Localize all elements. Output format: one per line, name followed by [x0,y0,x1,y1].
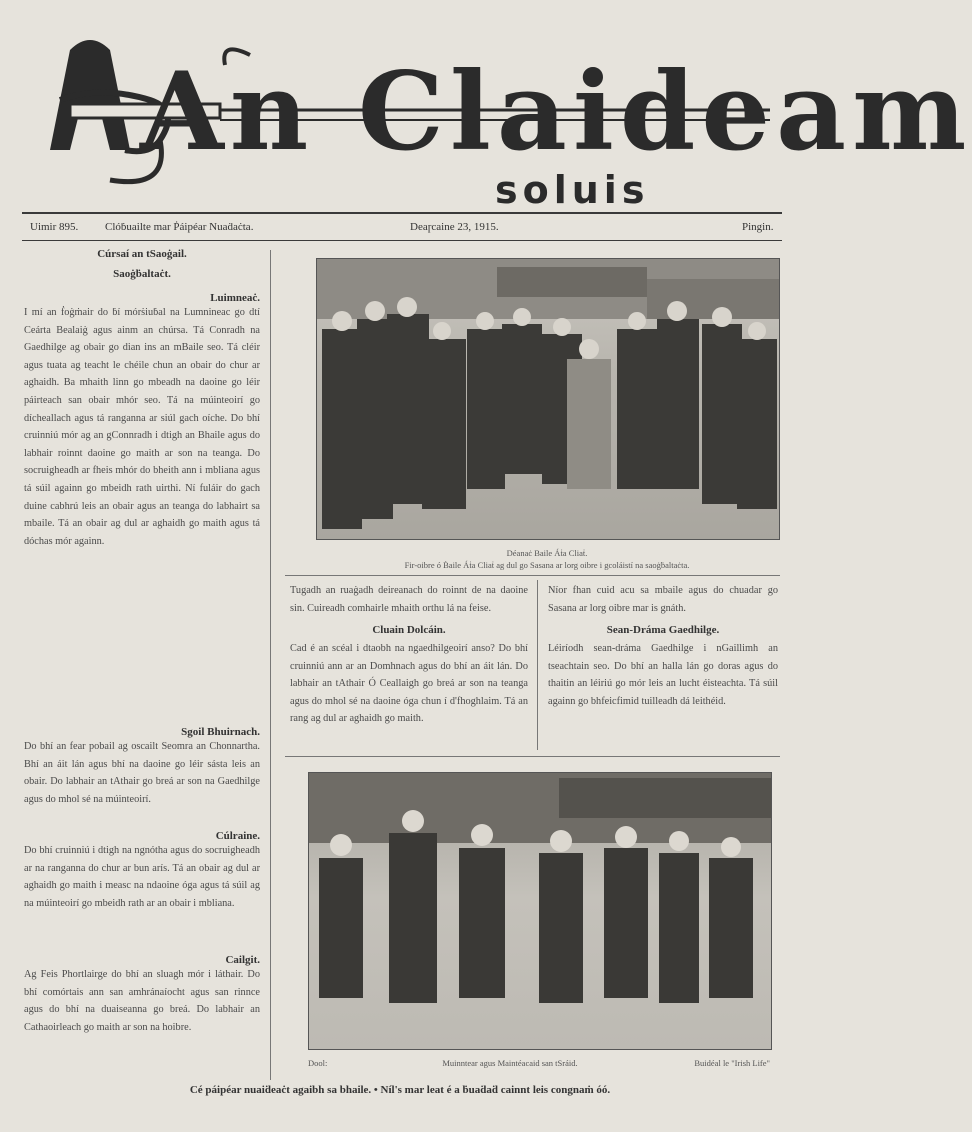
left-column [24,246,260,1076]
issue-date: Deaɼcaine 23, 1915. [410,221,499,233]
column-heading: Cluain Dolcáin. [372,624,446,636]
column-intro: Níor fhan cuid acu sa mbaile agus do chuadar go Sasana ar lorg oibre mar is gnáth. [548,585,778,614]
info-bar [30,218,780,238]
crowd-illustration-top [317,259,779,539]
block-text: Do bhí cruinniú i dtigh na ngnótha agus do socruigheadh ar na ranganna do chur ar bun arís. Tá an obair ag dul ar aghaidh go maith i measc na ndaoine óga agus tá súil ag na múinteoirí go mbeidh rath ar an obair i mbliana. [24,845,260,909]
footer-slogan: Cé páipéar nuaiḋeaċt agaibh sa bhaile. • Níl's mar leat é a ḃuaḋaḋ cainnt leis congnaṁ óó. [189,1084,611,1096]
masthead-title: An Claideam [140,49,972,175]
column-text: Léiríodh sean-dráma Gaedhilge i nGaillimh an tseachtain seo. Do bhí an halla lán go doras agus do thaitin an léiriú go mór leis an lucht éisteachta. Tá súil againn go bhfeicfimid tuilleadh dá leithéid. [548,643,778,707]
column-text: Cad é an scéal i dtaobh na ngaedhilgeoirí anso? Do bhí cruinniú ann ar an Domhnach agus do bhí an áit lán. Do labhair an tAthair Ó Ceallaigh go breá ar son na teanga agus do mhol sé na daoine óga chun í d'fhoghlaim. Tá an rang ag dul ar aghaidh go maith. [290,643,528,725]
block-text: I mí an ḟoġṁair do ḃí mórṡiuḃal na Lumnineac go dtí Ceárta Bealaiġ agus ainm an chúrsa. Tá Conradh na Gaedhilge ag obair go dian ins an mBaile seo. Tá cléir agus tuata ag teacht le chéile chun an obair do chur ar aghaidh. Ba mhaith linn go mbeadh na daoine go léir páirteach san obair mhór seo. Tá na múinteoirí go dícheallach agus tá ranganna ar siúl gach oíche. Do bhí cruinniú mór ag an gConnradh i dtigh an Bhaile agus do labhair roinnt daoine go maith ar son na teanga. Do socruigheadh ar fheis mhór do bheith ann i mbliana agus tá súil againn go mbeidh rath uirthi. Ní fuláir do gach duine cabhrú leis an obair agus an teanga do labhairt sa mbaile. Tá an obair ag dul ar aghaidh go maith agus tá dóchas mór againn. [24,307,260,547]
photo-top-subcaption: Fir-oibre ó Ḃaile Áṫa Cliaṫ ag dul go Sasana ar lorg oibre i gcoláistí na saoġḃaltaċta. [404,560,690,570]
middle-band-bottom-rule [285,756,780,757]
block-heading: Sgoil Bhuirnach. [181,726,260,738]
top-rule [22,212,782,214]
price: Pingin. [742,221,774,233]
block-heading: Luimneaċ. [210,292,260,304]
column-divider [270,250,271,1080]
middle-column-2 [548,582,778,752]
column-heading: Sean-Dráma Gaedhilge. [606,624,720,636]
block-heading: Cúlraine. [215,830,260,842]
middle-band-divider [537,580,538,750]
photo-top-caption: Déanaċ Baile Áṫa Cliaṫ. [506,548,588,558]
section-subtitle: Saoġḃaltaċt. [113,268,171,280]
block-text: Do bhí an fear pobail ag oscailt Seomra an Chonnartha. Bhí an áit lán agus bhí na daoine go léir sásta leis an obair. Do labhair an tAthair go breá ar son na Gaedhilge agus do mhol sé na múinteoirí. [24,741,260,805]
masthead-subtitle: soluis [495,168,650,212]
block-heading: Cailgit. [225,954,260,966]
photo-bottom [308,772,772,1050]
issue-number: Uimir 895. [30,221,79,233]
masthead [30,30,972,212]
middle-column-1 [290,582,528,752]
middle-band-top-rule [285,575,780,576]
section-title: Cúrsaí an tSaoġail. [97,248,187,260]
photo-bottom-caption-left: Dool: [308,1058,328,1068]
bottom-rule [22,240,782,241]
publisher-note: Clóḃuailte mar Ṗáipéar Nuaḋaċta. [105,221,254,233]
block-text: Ag Feis Phortlairge do bhí an sluagh mór i láthair. Do bhí comórtais ann san amhránaíocht agus san rinnce agus do bhí na duaiseanna go breá. Do labhair an Cathaoirleach go maith ar son na hoibre. [24,969,260,1033]
column-intro: Tugadh an ruaġadh deireanach do roinnt de na daoine sin. Cuireadh comhairle mhaith orthu lá na feise. [290,585,528,614]
photo-bottom-caption-right: Buidéal le "Irish Life" [694,1058,770,1068]
crowd-illustration-bottom [309,773,771,1049]
photo-bottom-caption-center: Muinntear agus Maintéacaid san tSráid. [442,1058,578,1068]
photo-top [316,258,780,540]
